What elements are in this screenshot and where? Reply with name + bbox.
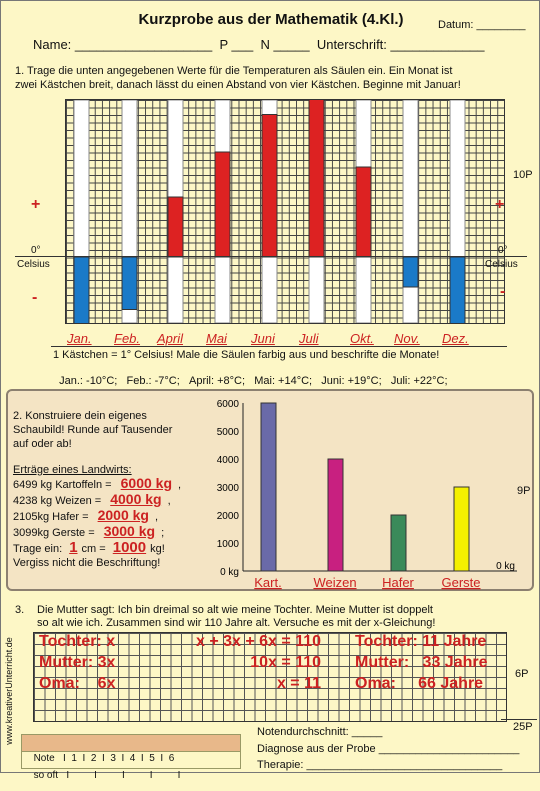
worksheet-title: Kurzprobe aus der Mathematik (4.Kl.): [138, 11, 404, 28]
temperature-grid: [65, 99, 505, 324]
task1-points: 10P: [513, 169, 533, 181]
harvest-y-tick: 0 kg: [220, 567, 239, 578]
temp-bar: [215, 152, 230, 257]
row-kartoffeln: 6499 kg Kartoffeln = 6000 kg ,: [13, 475, 182, 491]
harvest-category-label: Gerste: [441, 575, 481, 590]
month-rule: [51, 346, 507, 347]
answer-kartoffeln[interactable]: 6000 kg: [120, 475, 173, 491]
month-label: Dez.: [442, 331, 469, 346]
temp-bar: [168, 197, 183, 257]
harvest-bar: [454, 487, 469, 571]
task2-intro: 2. Konstruiere dein eigenes Schaubild! Runde auf Tausender auf oder ab!: [13, 410, 173, 450]
temp-bar: [122, 257, 137, 310]
task3-number: 3.: [15, 604, 25, 616]
temp-bar: [403, 257, 418, 287]
harvest-y-tick: 2000: [216, 511, 239, 522]
zero-line: [15, 256, 527, 257]
harvest-y-tick: 5000: [216, 427, 239, 438]
row-hafer: 2105kg Hafer = 2000 kg ,: [13, 507, 159, 523]
month-label: Juli: [299, 331, 319, 346]
answer-hafer[interactable]: 2000 kg: [97, 507, 149, 523]
zero-left: 0°: [31, 245, 41, 256]
answer-kg[interactable]: 1000: [112, 539, 147, 556]
task2-subtitle: Erträge eines Landwirts:: [13, 464, 132, 476]
task3-text-2: so alt wie ich. Zusammen sind wir 110 Jahre alt. Versuche es mit der x-Gleichung!: [37, 617, 436, 629]
task1-text-1: 1. Trage die unten angegebenen Werte für die Temperaturen als Säulen ein. Ein Monat ist: [15, 65, 453, 77]
minus-right: -: [500, 283, 506, 300]
harvest-y-tick: 1000: [216, 539, 239, 550]
temp-column-bg: [403, 100, 418, 323]
eq-10x: 10x = 110: [250, 654, 321, 671]
harvest-category-label: Weizen: [313, 575, 357, 590]
minus-left: -: [32, 289, 38, 306]
result-mutter: Mutter: 33 Jahre: [355, 654, 488, 671]
result-oma: Oma: 66 Jahre: [355, 675, 484, 692]
harvest-category-label: Kart.: [254, 575, 282, 590]
month-label: Nov.: [394, 331, 420, 346]
temp-bar: [450, 257, 465, 323]
harvest-y-tick: 3000: [216, 483, 239, 494]
month-label: Jan.: [67, 331, 92, 346]
date-field[interactable]: Datum: ________: [438, 19, 526, 31]
harvest-y-tick: 4000: [216, 455, 239, 466]
harvest-bar: [391, 515, 406, 571]
harvest-right-label: 0 kg: [496, 561, 515, 572]
harvest-bar: [328, 459, 343, 571]
trage-line: Trage ein: 1 cm = 1000 kg!: [13, 539, 165, 556]
task2-rows: [13, 476, 181, 540]
harvest-category-label: Hafer: [382, 575, 414, 590]
task3-col2: [177, 631, 321, 694]
result-tochter: Tochter: 11 Jahre: [355, 633, 487, 650]
note-row: Note I 1 I 2 I 3 I 4 I 5 I 6: [21, 734, 241, 752]
temp-bar: [262, 115, 277, 258]
sooft-row[interactable]: so oft I I I I I: [21, 751, 241, 769]
celsius-right: Celsius: [485, 259, 518, 270]
eq-tochter: Tochter: x: [39, 633, 116, 650]
total-rule: [501, 719, 537, 720]
row-gerste: 3099kg Gerste = 3000 kg ;: [13, 523, 165, 539]
month-label: Okt.: [350, 331, 374, 346]
vergiss-line: Vergiss nicht die Beschriftung!: [13, 557, 161, 569]
eq-sum: x + 3x + 6x = 110: [195, 633, 321, 650]
notendurchschnitt[interactable]: Notendurchschnitt: _____: [257, 726, 383, 738]
temp-bar: [74, 257, 89, 323]
therapie[interactable]: Therapie: ________________________________: [257, 759, 503, 771]
name-line[interactable]: Name: ___________________ P ___ N _____ Unterschrift: _____________: [33, 37, 485, 52]
diagnose[interactable]: Diagnose aus der Probe _______________________: [257, 743, 520, 755]
month-label: April: [157, 331, 184, 346]
month-label: Mai: [206, 331, 227, 346]
answer-cm[interactable]: 1: [69, 539, 78, 556]
eq-x: x = 11: [276, 675, 321, 692]
task2-points: 9P: [517, 485, 531, 497]
row-weizen: 4238 kg Weizen = 4000 kg ,: [13, 491, 171, 507]
harvest-chart: [201, 393, 521, 595]
task1-text-2: zwei Kästchen breit, danach lässt du einen Abstand von vier Kästchen. Beginne mit Januar!: [15, 79, 461, 91]
temp-bar: [356, 167, 371, 257]
plus-right: +: [495, 196, 505, 213]
temp-bar: [309, 100, 324, 257]
task1-values-1: Jan.: -10°C; Feb.: -7°C; April: +8°C; Mai: +14°C; Juni: +19°C; Juli: +22°C;: [59, 375, 448, 387]
harvest-bar: [261, 403, 276, 571]
month-label: Juni: [251, 331, 275, 346]
task1-note: 1 Kästchen = 1° Celsius! Male die Säulen farbig aus und beschrifte die Monate!: [53, 349, 440, 361]
celsius-left: Celsius: [17, 259, 50, 270]
task3-col1: [39, 631, 115, 694]
total-points: 25P: [513, 721, 533, 733]
plus-left: +: [31, 196, 41, 213]
task3-text-1: Die Mutter sagt: Ich bin dreimal so alt wie meine Tochter. Meine Mutter ist doppelt: [37, 604, 433, 616]
task3-points: 6P: [515, 668, 529, 680]
answer-weizen[interactable]: 4000 kg: [110, 491, 162, 507]
website-text: www.kreativerUnterricht.de: [4, 637, 14, 745]
month-label: Feb.: [114, 331, 141, 346]
temperature-chart: [66, 100, 504, 323]
eq-mutter: Mutter: 3x: [39, 654, 116, 671]
answer-gerste[interactable]: 3000 kg: [103, 523, 156, 539]
zero-right: 0°: [498, 245, 508, 256]
harvest-y-tick: 6000: [216, 399, 239, 410]
eq-oma: Oma: 6x: [39, 675, 116, 692]
task3-col3: [355, 631, 487, 694]
